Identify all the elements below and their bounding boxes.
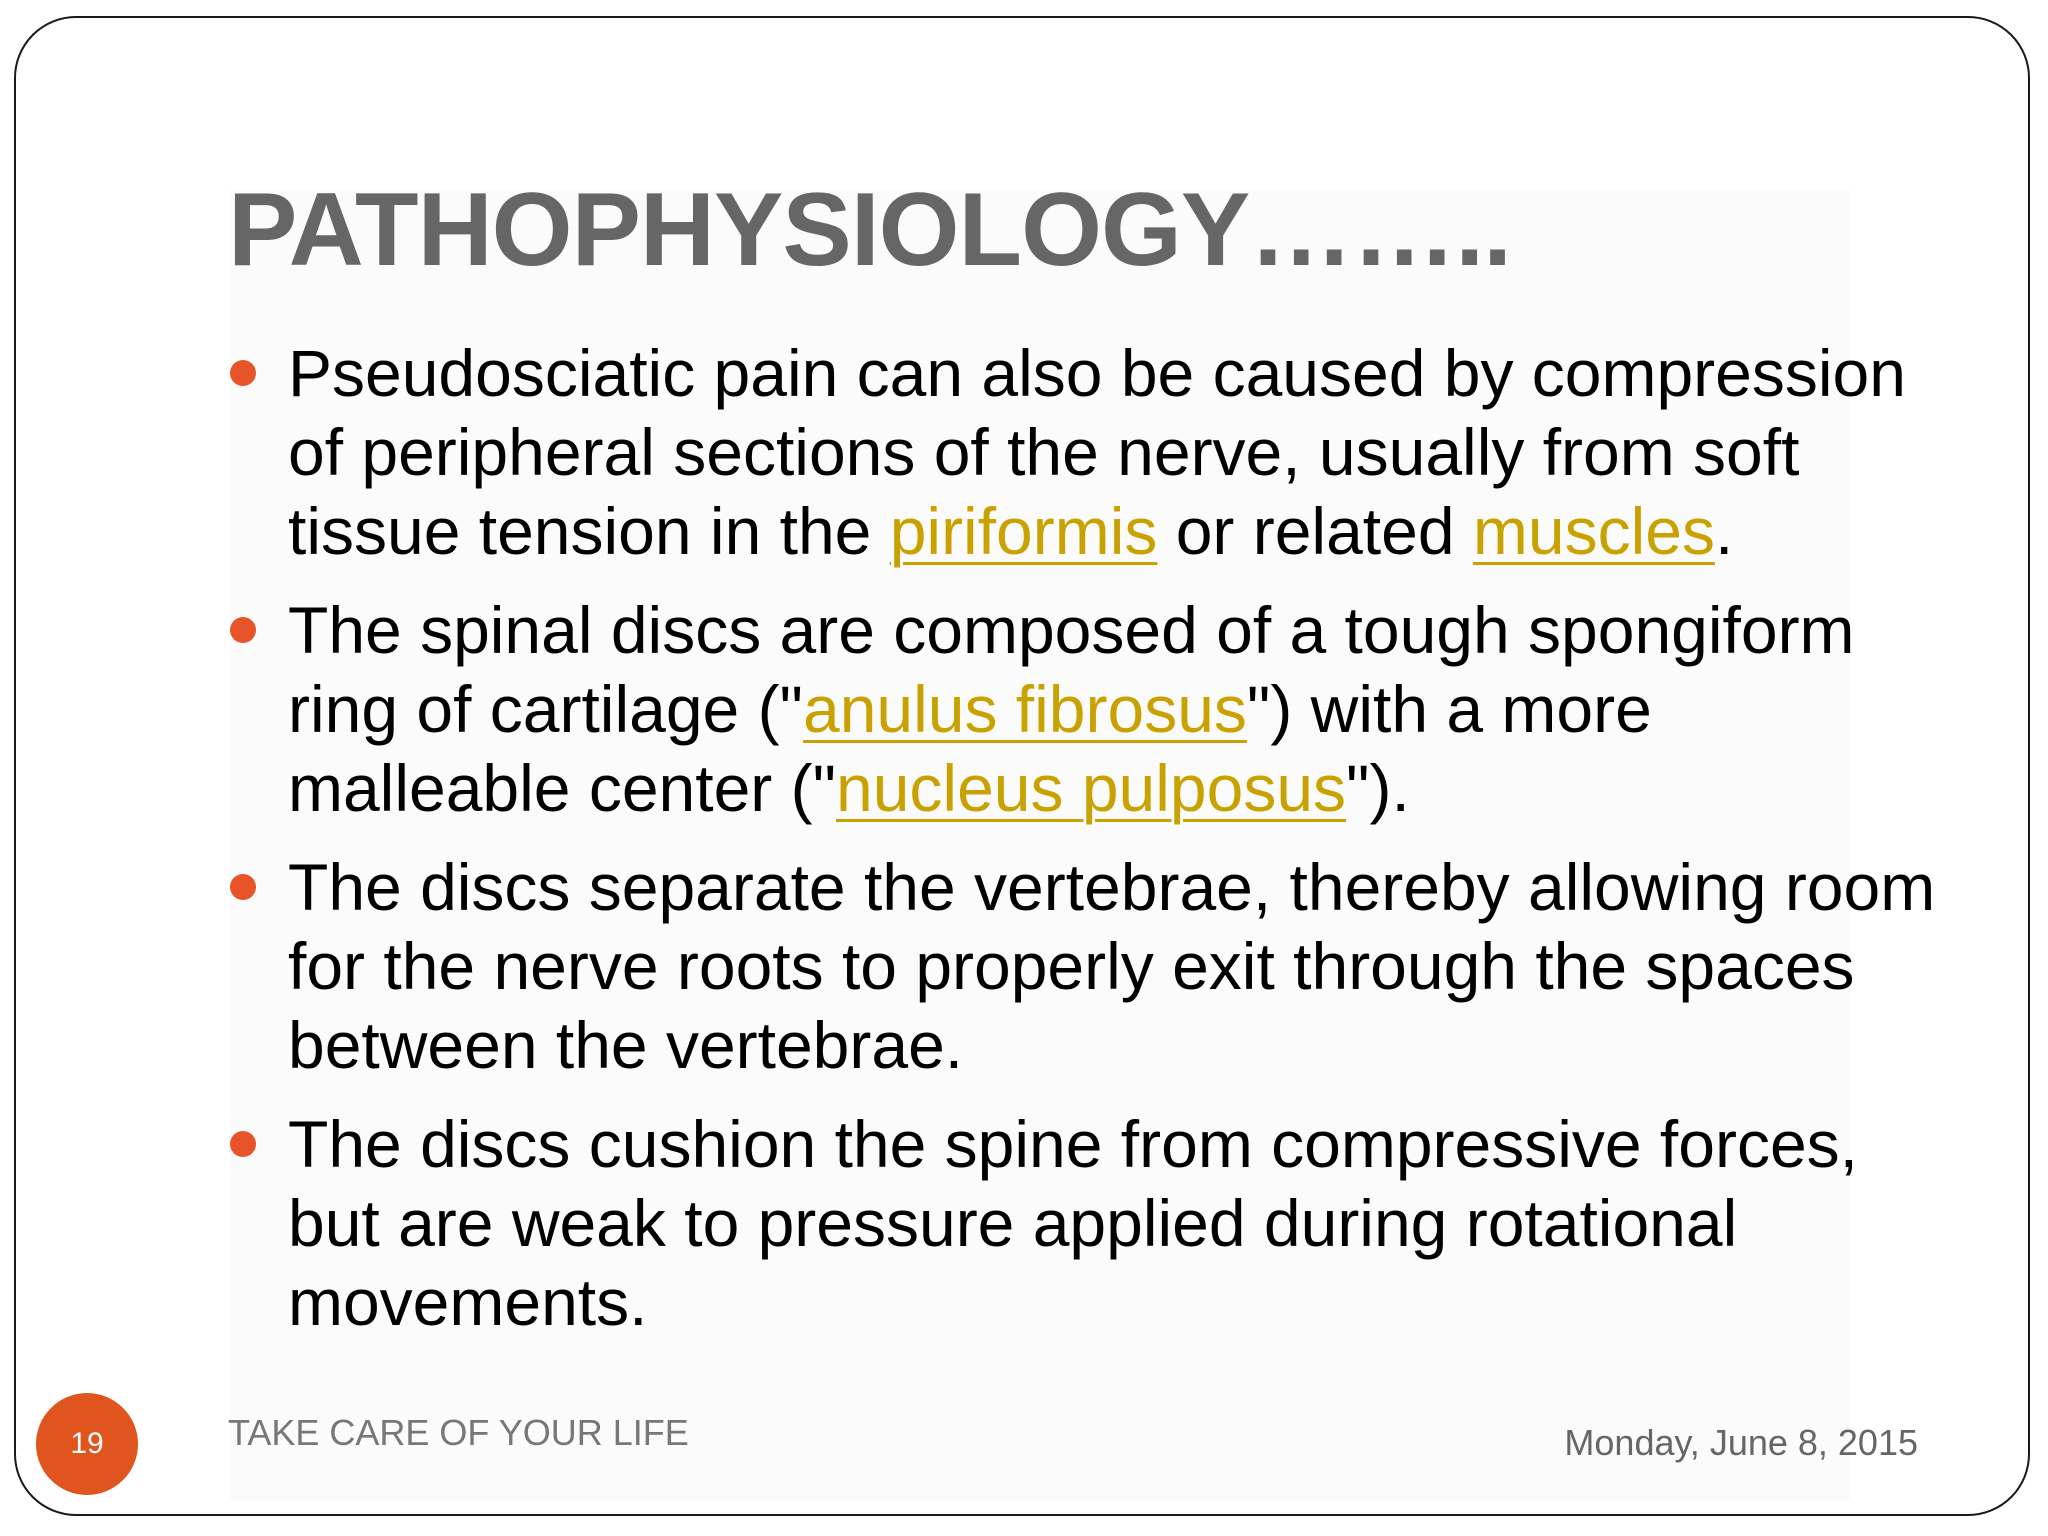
bullet-list [230,334,1950,1362]
link-nucleus-pulposus[interactable]: nucleus pulposus [836,751,1347,825]
bullet-text: The discs separate the vertebrae, thereby allowing room for the nerve roots to properly exit through the spaces between the vertebrae. [288,850,1936,1082]
bullet-dot-icon [230,617,256,643]
bullet-item-piriformis [230,334,1950,571]
page-number-badge: 19 [36,1393,138,1495]
bullet-text: ") with a more malleable center (" [288,672,1652,825]
link-piriformis[interactable]: piriformis [889,494,1158,568]
footer-date: Monday, June 8, 2015 [1564,1422,1918,1463]
link-anulus-fibrosus[interactable]: anulus fibrosus [802,672,1247,746]
bullet-text: . [1714,494,1734,568]
bullet-text: The spinal discs are composed of a tough spongiform ring of cartilage (" [288,593,1855,746]
bullet-text: The discs cushion the spine from compressive forces, but are weak to pressure applied during rotational movements. [288,1107,1858,1339]
bullet-item-discs-cushion [230,1105,1950,1342]
bullet-text: or related [1157,494,1473,568]
footer-tagline: TAKE CARE OF YOUR LIFE [228,1412,689,1453]
bullet-dot-icon [230,360,256,386]
bullet-text: Pseudosciatic pain can also be caused by compression of peripheral sections of the nerve, usually from soft tissue tension in the [288,336,1906,568]
bullet-item-spinal-discs [230,591,1950,828]
bullet-text: "). [1346,751,1410,825]
bullet-item-discs-separate [230,848,1950,1085]
bullet-dot-icon [230,1131,256,1157]
bullet-dot-icon [230,874,256,900]
link-muscles[interactable]: muscles [1472,494,1715,568]
slide-title: PATHOPHYSIOLOGY…….. [228,172,1512,288]
